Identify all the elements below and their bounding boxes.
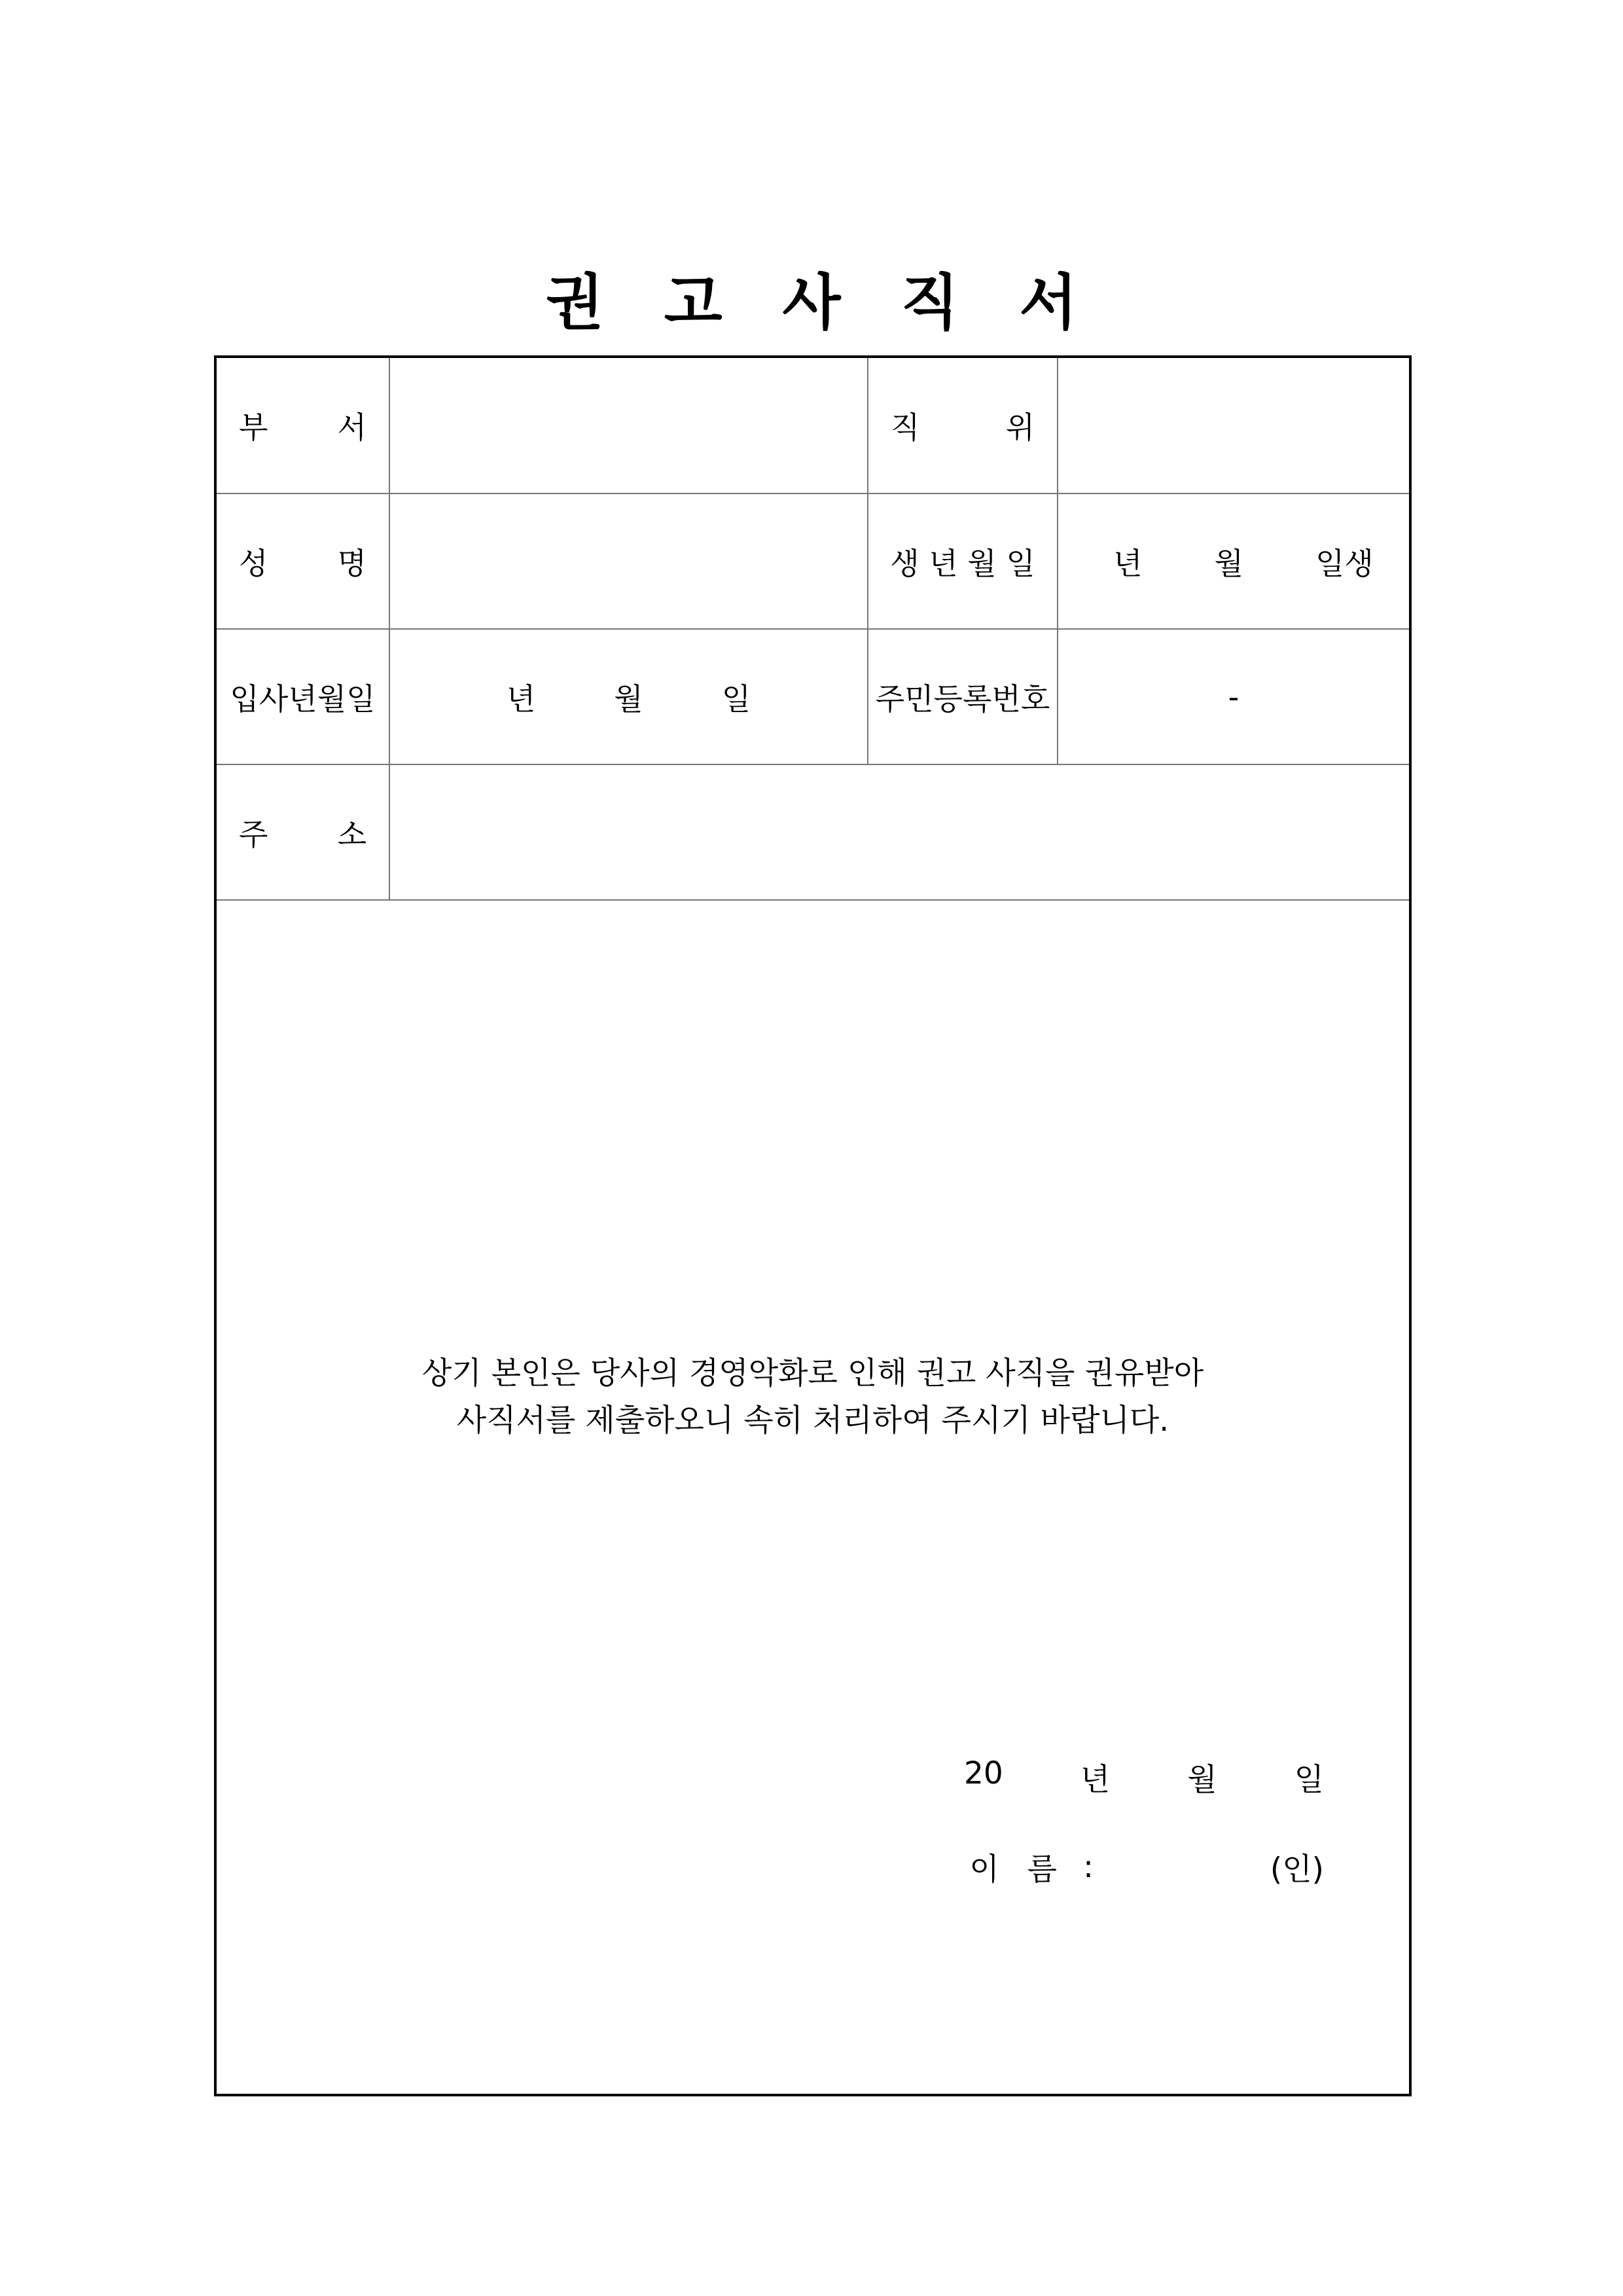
table-row [217,764,1409,900]
title-char: 직 [901,268,959,338]
table-row [217,493,1409,629]
address-field[interactable] [389,764,1409,900]
birth-label: 생 년 월 일 [868,493,1058,629]
name-field[interactable] [389,493,868,629]
title-char: 사 [782,268,841,338]
statement-line: 상기 본인은 당사의 경영악화로 인해 권고 사직을 권유받아 [421,1355,1204,1391]
signature-name [969,1845,1324,1889]
dept-field[interactable] [389,358,868,493]
birth-field[interactable]: 년 월 일생 [1058,493,1409,629]
hire-date-label: 입사년월일 [217,629,389,764]
position-label: 직 위 [868,358,1058,493]
document-title [0,252,1623,344]
form-frame [214,355,1412,2096]
title-char: 권 [545,268,604,338]
info-table [217,358,1409,901]
title-char: 고 [664,268,722,338]
dept-label: 부 서 [217,358,389,493]
statement-text [217,1350,1409,1444]
signature-colon: : [1083,1849,1094,1885]
table-row [217,358,1409,493]
title-char: 서 [1019,268,1078,338]
name-label: 성 명 [217,493,389,629]
signature-date: 20 년 월 일 [963,1755,1324,1798]
hire-date-field[interactable]: 년 월 일 [389,629,868,764]
rrn-field[interactable]: - [1058,629,1409,764]
seal-mark: (인) [1270,1852,1324,1888]
rrn-label: 주민등록번호 [868,629,1058,764]
address-label: 주 소 [217,764,389,900]
table-row [217,629,1409,764]
signature-name-label: 이 름 [969,1852,1067,1888]
statement-line: 사직서를 제출하오니 속히 처리하여 주시기 바랍니다. [456,1403,1169,1439]
position-field[interactable] [1058,358,1409,493]
